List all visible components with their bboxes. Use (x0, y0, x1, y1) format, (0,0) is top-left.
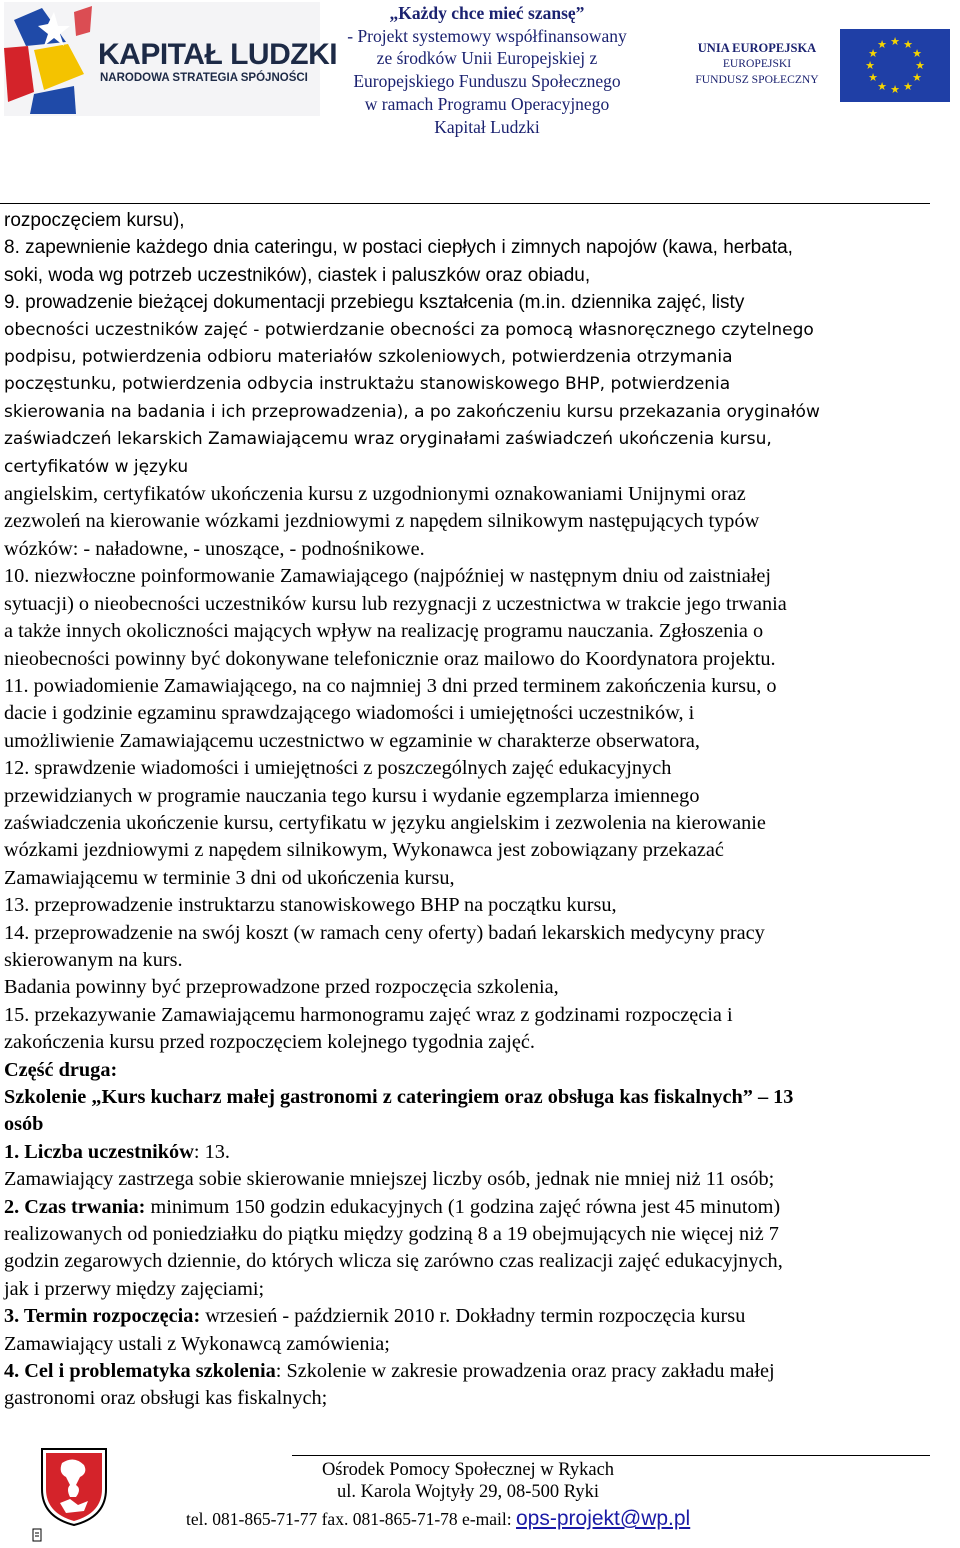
text-line: umożliwienie Zamawiającemu uczestnictwo w egzaminie w charakterze obserwatora, (4, 729, 700, 752)
item-label: 1. Liczba uczestników (4, 1140, 194, 1163)
text-line: przewidzianych w programie nauczania tego kursu i wydanie egzemplarza imiennego (4, 784, 700, 807)
logo-title: KAPITAŁ LUDZKI (98, 38, 338, 71)
list-item-10: 10. niezwłoczne poinformowanie Zamawiającego (najpóźniej w następnym dniu od zaistniałej (4, 565, 772, 588)
text-line: nieobecności powinny być dokonywane telefonicznie oraz mailowo do Koordynatora projektu. (4, 647, 776, 670)
svg-text:★: ★ (915, 59, 925, 72)
svg-text:★: ★ (903, 38, 913, 51)
project-line: Europejskiego Funduszu Społecznego (353, 71, 621, 92)
project-line: - Projekt systemowy współfinansowany (347, 25, 627, 46)
project-name: „Każdy chce mieć szansę” (389, 3, 585, 23)
text-line: Badania powinny być przeprowadzone przed rozpoczęcia szkolenia, (4, 976, 559, 999)
text-line: realizowanych od poniedziałku do piątku między godziną 8 a 19 obejmujących nie więcej niż 7 (4, 1223, 779, 1246)
item-value: wrzesień - październik 2010 r. Dokładny termin rozpoczęcia kursu (200, 1305, 746, 1328)
list-item-14: 14. przeprowadzenie na swój koszt (w ramach ceny oferty) badań lekarskich medycyny pracy (4, 921, 765, 944)
training-title: Szkolenie „Kurs kucharz małej gastronomi z cateringiem oraz obsługa kas fiskalnych” – 13 (4, 1086, 794, 1108)
text-line: jak i przerwy między zajęciami; (4, 1277, 265, 1300)
text-line: wózkami jezdniowymi z napędem silnikowym, Wykonawca jest zobowiązany przekazać (4, 839, 724, 862)
list-item-9: 9. prowadzenie bieżącej dokumentacji przebiegu kształcenia (m.in. dziennika zajęć, listy (4, 292, 745, 314)
text-line: gastronomi oraz obsługi kas fiskalnych; (4, 1387, 328, 1410)
email-link[interactable]: ops-projekt@wp.pl (516, 1507, 691, 1530)
text-line: zakończenia kursu przed rozpoczęciem kolejnego tygodnia zajęć. (4, 1031, 535, 1054)
header-divider (0, 203, 930, 204)
text-line: poczęstunku, potwierdzenia odbycia instruktażu stanowiskowego BHP, potwierdzenia (4, 374, 731, 395)
list-item-13: 13. przeprowadzenie instruktarzu stanowiskowego BHP na początku kursu, (4, 894, 617, 917)
item-duration (4, 1194, 934, 1221)
eu-label-line: UNIA EUROPEJSKA (697, 41, 817, 55)
text-line: podpisu, potwierdzenia odbioru materiałów szkoleniowych, potwierdzenia otrzymania (4, 347, 733, 368)
list-item-8: 8. zapewnienie każdego dnia cateringu, w postaci ciepłych i zimnych napojów (kawa, herbata, (4, 237, 793, 259)
text-line: skierowanym na kurs. (4, 948, 183, 971)
item-value: minimum 150 godzin edukacyjnych (1 godzina zajęć równa jest 45 minutom) (145, 1195, 781, 1218)
item-label: 3. Termin rozpoczęcia: (4, 1305, 201, 1328)
footer-address: ul. Karola Wojtyły 29, 08-500 Ryki (336, 1482, 600, 1502)
item-goal (4, 1358, 934, 1385)
svg-text:★: ★ (890, 35, 900, 48)
text-line: certyfikatów w języku (4, 456, 189, 477)
text-line: dacie i godzinie egzaminu sprawdzającego wiadomości i umiejętności uczestników, i (4, 702, 695, 725)
svg-text:★: ★ (890, 83, 900, 96)
footer-mark-icon (30, 1528, 44, 1542)
item-value: : Szkolenie w zakresie prowadzenia oraz pracy zakładu małej (275, 1360, 775, 1383)
text-line: obecności uczestników zajęć - potwierdzanie obecności za pomocą własnoręcznego czytelnego (4, 319, 814, 340)
text-line: Zamawiającemu w terminie 3 dni od ukończenia kursu, (4, 866, 455, 889)
svg-text:★: ★ (912, 71, 922, 84)
kapital-ludzki-logo (4, 2, 338, 116)
text-line: wózków: - naładowne, - unoszące, - podnośnikowe. (4, 537, 425, 560)
item-participants (4, 1139, 934, 1166)
svg-text:★: ★ (865, 59, 875, 72)
text-line: a także innych okoliczności mających wpływ na realizację programu nauczania. Zgłoszenia o (4, 620, 764, 643)
text-line: skierowania na badania i ich przeprowadzenia), a po zakończeniu kursu przekazania oryginałów (4, 401, 820, 422)
eu-label (684, 40, 830, 88)
item-label: 4. Cel i problematyka szkolenia (4, 1360, 276, 1383)
project-line: ze środków Unii Europejskiej z (376, 48, 598, 69)
logo-subtitle: NARODOWA STRATEGIA SPÓJNOŚCI (100, 72, 308, 84)
eu-flag-icon (840, 29, 950, 102)
training-title-cont: osób (4, 1113, 44, 1136)
eu-label-line: FUNDUSZ SPOŁECZNY (695, 73, 819, 86)
text-line: rozpoczęciem kursu), (4, 210, 185, 231)
svg-text:★: ★ (877, 80, 887, 93)
item-start-date (4, 1303, 934, 1330)
text-line: angielskim, certyfikatów ukończenia kursu z uzgodnionymi oznakowaniami Unijnymi oraz (4, 483, 746, 506)
ryki-coat-of-arms-icon (36, 1445, 112, 1527)
page-header (0, 0, 960, 200)
text-line: soki, woda wg potrzeb uczestników), ciastek i paluszków oraz obiadu, (4, 264, 591, 286)
text-line: godzin zegarowych dziennie, do których wlicza się zarówno czas realizacji zajęć edukacyjnych, (4, 1250, 783, 1273)
project-description (322, 2, 652, 138)
svg-text:★: ★ (877, 38, 887, 51)
text-line: Zamawiający ustali z Wykonawcą zamówienia; (4, 1332, 390, 1355)
footer-phone-fax: tel. 081-865-71-77 fax. 081-865-71-78 e-mail: (186, 1509, 516, 1529)
item-value: : 13. (193, 1140, 230, 1163)
footer-contact (186, 1508, 690, 1530)
text-line: zaświadczenia ukończenie kursu, certyfikatu w języku angielskim i zezwolenia na kierowanie (4, 811, 766, 834)
project-line: w ramach Programu Operacyjnego (364, 93, 610, 114)
document-body (4, 207, 934, 1413)
text-line: zaświadczeń lekarskich Zamawiającemu wraz oryginałami zaświadczeń ukończenia kursu, (4, 429, 772, 450)
svg-text:★: ★ (903, 80, 913, 93)
text-line: zezwoleń na kierowanie wózkami jezdniowymi z napędem silnikowym następujących typów (4, 510, 760, 533)
list-item-11: 11. powiadomienie Zamawiającego, na co najmniej 3 dni przed terminem zakończenia kursu, o (4, 674, 777, 697)
item-label: 2. Czas trwania: (4, 1195, 146, 1218)
footer-divider (292, 1455, 930, 1456)
text-line: Zamawiający zastrzega sobie skierowanie mniejszej liczby osób, jednak nie mniej niż 11 osób; (4, 1168, 775, 1191)
text-line: sytuacji) o nieobecności uczestników kursu lub rezygnacji z uczestnictwa w trakcie jego trwania (4, 592, 787, 615)
svg-text:★: ★ (868, 71, 878, 84)
list-item-15: 15. przekazywanie Zamawiającemu harmonogramu zajęć wraz z godzinami rozpoczęcia i (4, 1003, 733, 1026)
list-item-12: 12. sprawdzenie wiadomości i umiejętności z poszczególnych zajęć edukacyjnych (4, 757, 672, 780)
svg-text:★: ★ (868, 47, 878, 60)
eu-label-line: EUROPEJSKI (722, 57, 792, 70)
project-line: Kapitał Ludzki (434, 116, 540, 137)
section-heading: Część druga: (4, 1058, 118, 1081)
svg-text:★: ★ (912, 47, 922, 60)
footer-org: Ośrodek Pomocy Społecznej w Rykach (321, 1460, 615, 1480)
